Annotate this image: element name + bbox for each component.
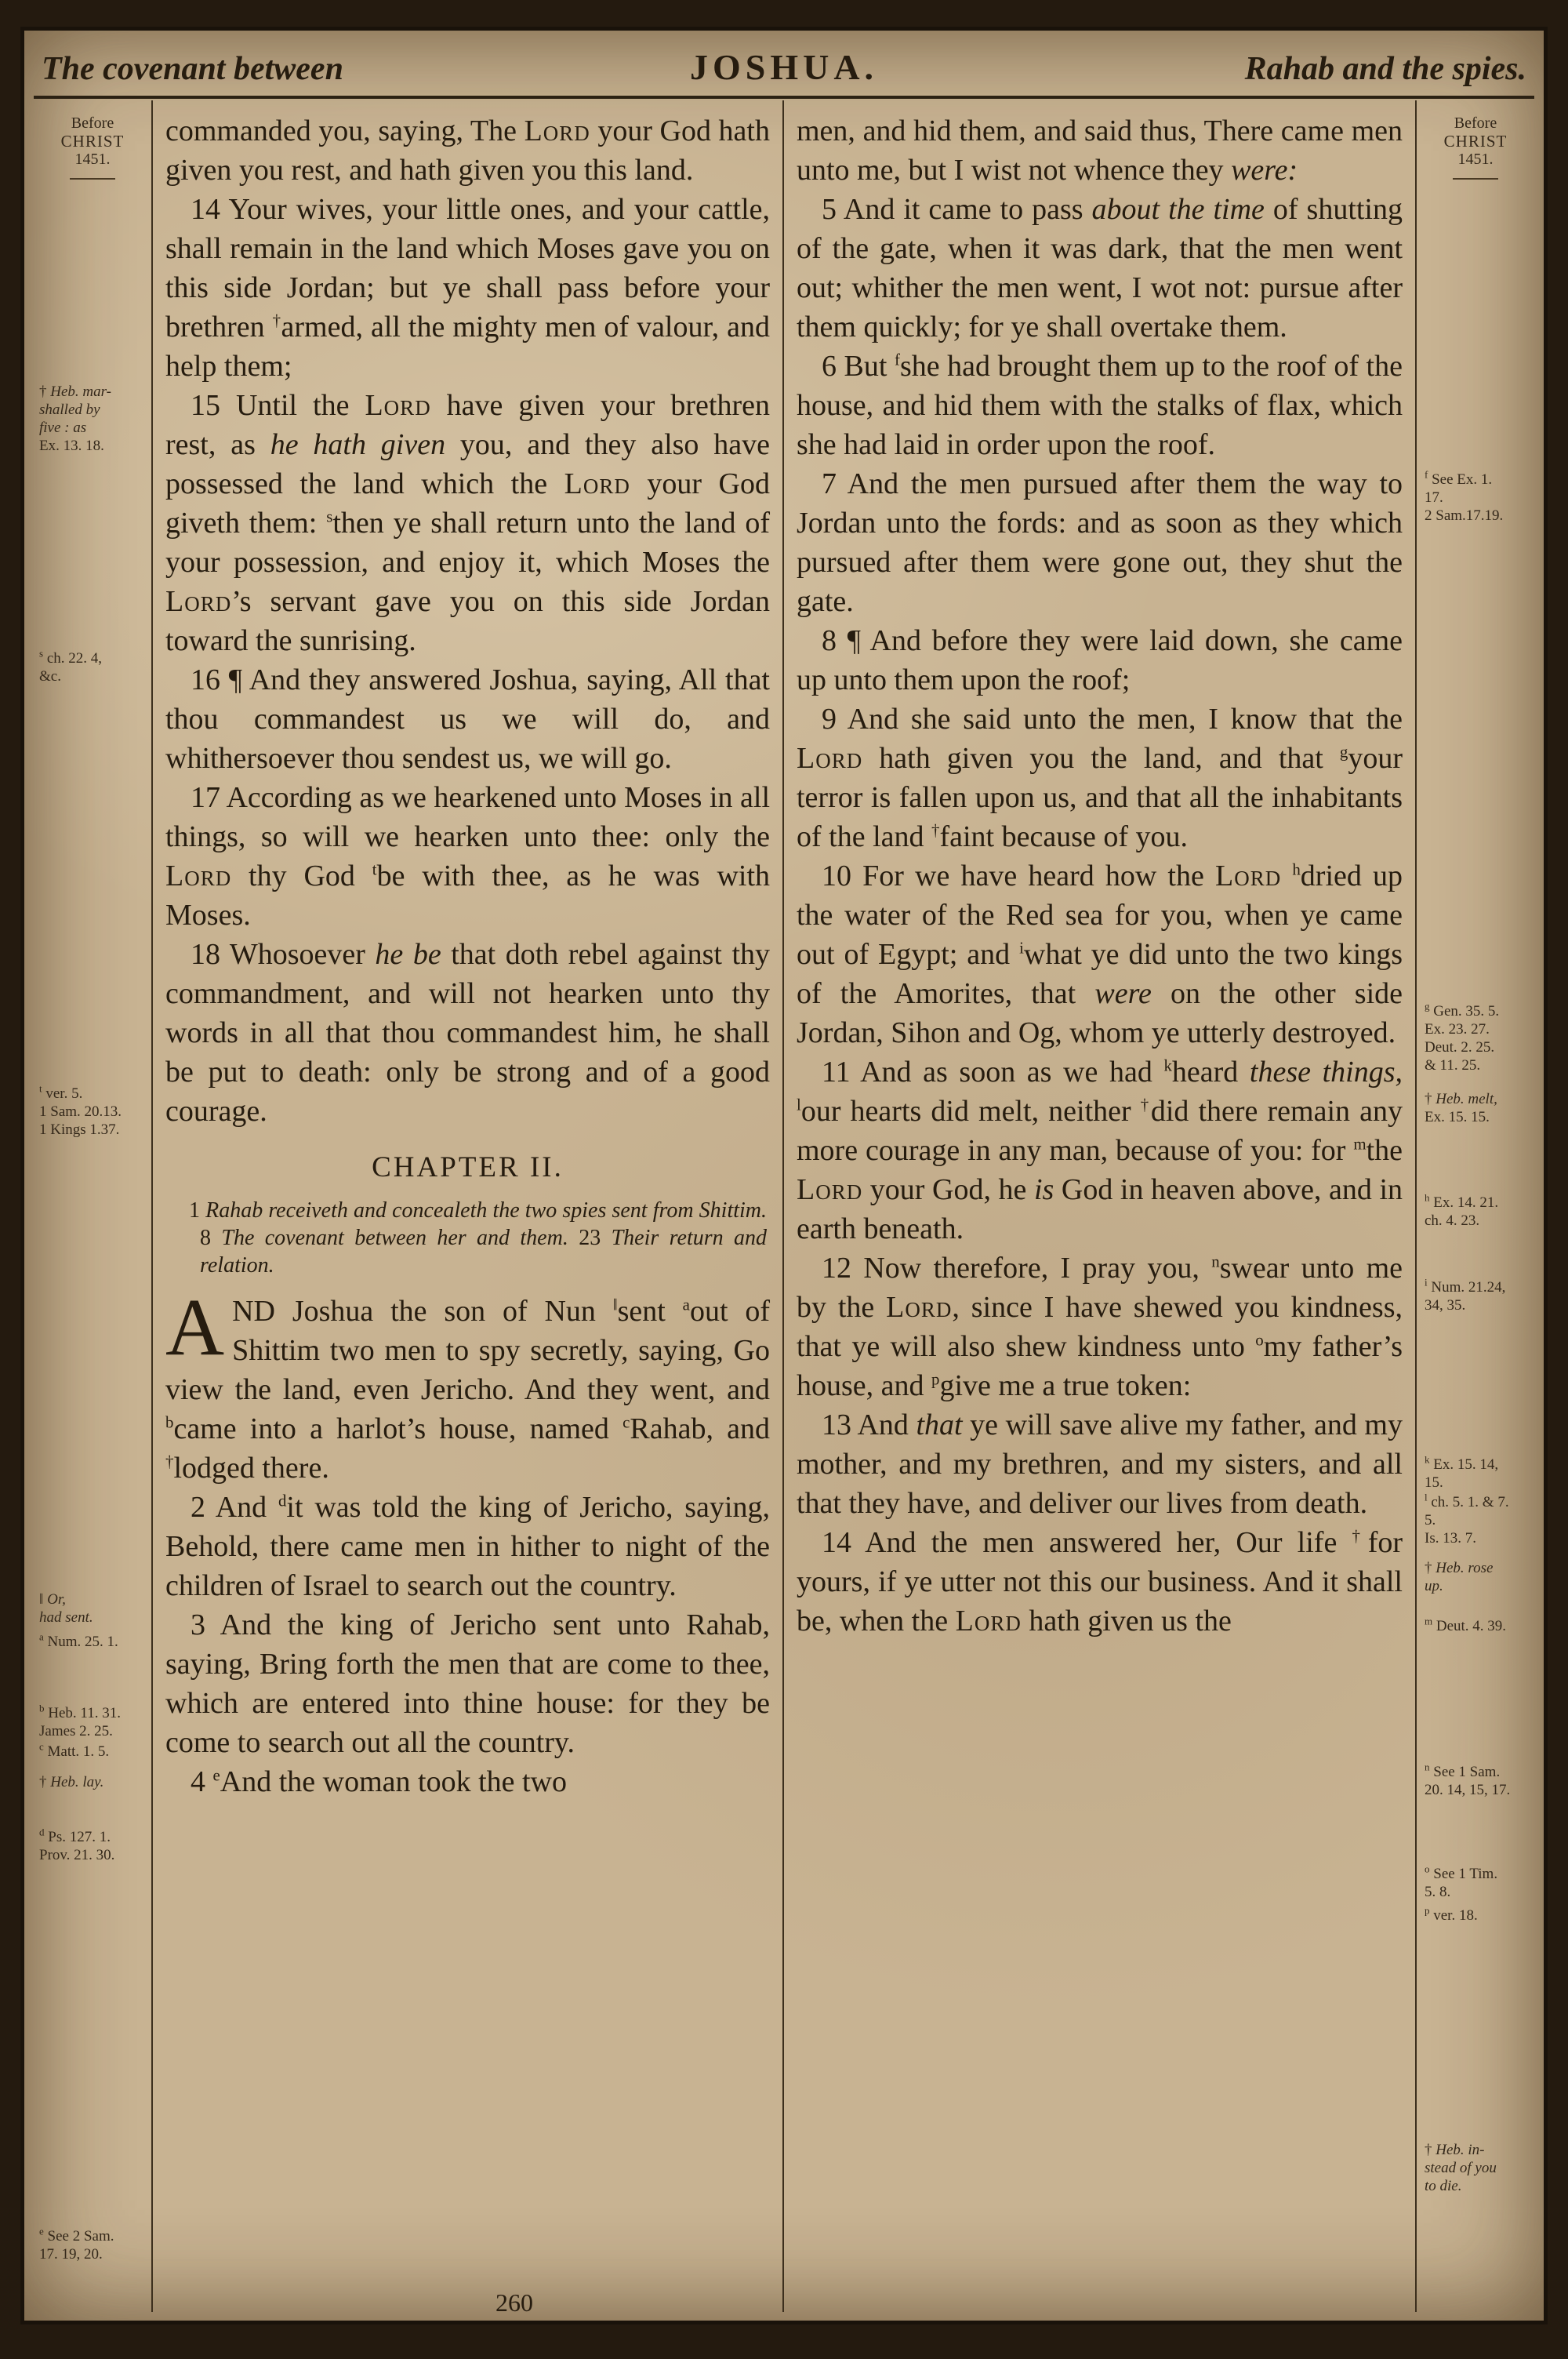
verse-paragraph: 4 $^e$And the woman took the two [191, 1765, 567, 1798]
verse-paragraph: men, and hid them, and said thus, There came men unto me, but I wist not whence they were: [797, 114, 1403, 187]
verse-paragraph: 3 And the king of Jericho sent unto Rahab, saying, Bring forth the men that are come to thee, which are entered into thine house: for they be come to search out all the country. [165, 1608, 770, 1759]
verse-paragraph: 14 Your wives, your little ones, and your cattle, shall remain in the land which Moses gave you on this side Jordan; but ye shall pass before your brethren †armed, all the mighty men of valour, and help them; [165, 193, 770, 383]
margin-note: † Heb. rose up. [1425, 1560, 1494, 1594]
verse-paragraph: 12 Now therefore, I pray you, $^n$swear unto me by the Lord, since I have shewed you kindness, that ye will also shew kindness unto $^o$my father’s house, and $^p$give me a true token: [797, 1252, 1403, 1402]
running-head-right: Rahab and the spies. [1244, 51, 1526, 87]
verse-paragraph: 10 For we have heard how the Lord $^h$dried up the water of the Red sea for you, when ye came out of Egypt; and $^i$what ye did unto the two kings of the Amorites, that were on the other side Jordan, Sihon and Og, whom ye utterly destroyed. [797, 860, 1403, 1049]
verse-paragraph: 9 And she said unto the men, I know that the Lord hath given you the land, and that $^g$your terror is fallen upon us, and that all the inhabitants of the land †faint because of you. [797, 703, 1403, 853]
left-margin-column [34, 100, 151, 2312]
verse-paragraph: 5 And it came to pass about the time of shutting of the gate, when it was dark, that the men went out; whither the men went, I wot not: pursue after them quickly; for ye shall overtake them. [797, 193, 1403, 343]
bc-line: 1451. [1457, 151, 1494, 168]
margin-note: $^s$ ch. 22. 4, &c. [39, 647, 102, 685]
margin-note: † Heb. lay. [39, 1774, 104, 1790]
margin-note: $^o$ See 1 Tim. 5. 8. [1425, 1863, 1498, 1900]
running-head [34, 35, 1534, 99]
verse-paragraph: 7 And the men pursued after them the way to Jordan unto the fords: and as soon as they which pursued after them were gone out, they shut the gate. [797, 467, 1403, 618]
verse-paragraph: 18 Whosoever he be that doth rebel against thy commandment, and will not hearken unto thy words in all that thou commandest him, he shall be put to death: only be strong and of a good courage. [165, 938, 771, 1128]
margin-note: † Heb. in- stead of you to die. [1425, 2142, 1497, 2194]
verse-paragraph: 6 But $^f$she had brought them up to the roof of the house, and hid them with the stalks of flax, which she had laid in order upon the roof. [797, 350, 1403, 461]
margin-note: $^m$ Deut. 4. 39. [1425, 1615, 1507, 1634]
margin-note: $^l$ ch. 5. 1. & 7. 5. Is. 13. 7. [1425, 1491, 1509, 1547]
bc-line: 1451. [74, 151, 111, 168]
right-text-column [784, 100, 1417, 2312]
margin-note: $^d$ Ps. 127. 1. Prov. 21. 30. [39, 1826, 115, 1863]
bc-line: CHRIST [1443, 132, 1508, 151]
margin-note: $^h$ Ex. 14. 21. ch. 4. 23. [1425, 1191, 1499, 1229]
margin-note: $^f$ See Ex. 1. 17. 2 Sam.17.19. [1425, 468, 1504, 524]
margin-note: $^g$ Gen. 35. 5. Ex. 23. 27. Deut. 2. 25. & 11. 25. [1425, 1000, 1500, 1074]
margin-note: † Heb. melt, Ex. 15. 15. [1425, 1091, 1497, 1125]
running-head-left: The covenant between [42, 51, 343, 87]
left-margin-notes [34, 100, 151, 2312]
bible-page [20, 27, 1548, 2324]
bc-line: CHRIST [60, 132, 125, 151]
margin-note: $^i$ Num. 21.24, 34, 35. [1425, 1276, 1506, 1314]
verse-paragraph: 15 Until the Lord have given your brethren rest, as he hath given you, and they also have possessed the land which the Lord your God giveth them: $^s$then ye shall return unto the land of your possession, and enjoy it, which Moses the Lord’s servant gave you on this side Jordan toward the sunrising. [165, 389, 771, 657]
page-content [34, 100, 1534, 2312]
book-title: JOSHUA. [689, 47, 879, 87]
margin-note: $^e$ See 2 Sam. 17. 19, 20. [39, 2225, 114, 2263]
margin-note: $^p$ ver. 18. [1425, 1904, 1478, 1924]
verse-paragraph: 13 And that ye will save alive my father, and my mother, and my brethren, and my sisters, and all that they have, and deliver our lives from death. [797, 1408, 1403, 1520]
verse-paragraph: CHAPTER II. [372, 1151, 564, 1183]
verse-paragraph: 11 And as soon as we had $^k$heard these things, $^l$our hearts did melt, neither †did there remain any more courage in any man, because of you: for $^m$the Lord your God, he is God in heaven above, and in earth beneath. [797, 1056, 1403, 1245]
margin-note: $^b$ Heb. 11. 31. James 2. 25. [39, 1702, 121, 1739]
verse-paragraph: 17 According as we hearkened unto Moses in all things, so will we hearken unto thee: only the Lord thy God $^t$be with thee, as he was with Moses. [165, 781, 771, 932]
verse-paragraph: commanded you, saying, The Lord your God hath given you rest, and hath given you this land. [165, 114, 770, 187]
right-margin-notes [1417, 100, 1534, 2312]
bc-line: Before [1454, 114, 1497, 132]
margin-note: $^t$ ver. 5. 1 Sam. 20.13. 1 Kings 1.37. [39, 1082, 122, 1138]
margin-note: $^c$ Matt. 1. 5. [39, 1740, 110, 1760]
verse-paragraph: 8 ¶ And before they were laid down, she came up unto them upon the roof; [797, 624, 1403, 696]
verse-paragraph: 2 And $^d$it was told the king of Jericho, saying, Behold, there came men in hither to night of the children of Israel to search out the country. [165, 1491, 770, 1602]
left-text-column [151, 100, 784, 2312]
verse-paragraph: 16 ¶ And they answered Joshua, saying, All that thou commandest us we will do, and whithersoever thou sendest us, we will go. [165, 663, 770, 775]
verse-paragraph: AND Joshua the son of Nun ‖sent $^a$out of Shittim two men to spy secretly, saying, Go view the land, even Jericho. And they went, and $^b$came into a harlot’s house, named $^c$Rahab, and †lodged there. [165, 1282, 770, 1485]
bc-line: Before [71, 114, 114, 132]
margin-note: $^n$ See 1 Sam. 20. 14, 15, 17. [1425, 1761, 1511, 1798]
margin-note: † Heb. mar- shalled by five : as Ex. 13. 18. [39, 383, 111, 454]
verse-paragraph: 14 And the men answered her, Our life †for yours, if ye utter not this our business. And it shall be, when the Lord hath given us the [797, 1526, 1403, 1637]
page-number: 260 [495, 2288, 533, 2317]
margin-note: ‖ Or, had sent. [39, 1591, 93, 1626]
verse-paragraph: 1 Rahab receiveth and concealeth the two spies sent from Shittim. 8 The covenant between her and them. 23 Their return and relation. [189, 1198, 767, 1278]
margin-note: $^a$ Num. 25. 1. [39, 1630, 118, 1650]
right-margin-column [1417, 100, 1534, 2312]
margin-note: $^k$ Ex. 15. 14, 15. [1425, 1453, 1499, 1491]
